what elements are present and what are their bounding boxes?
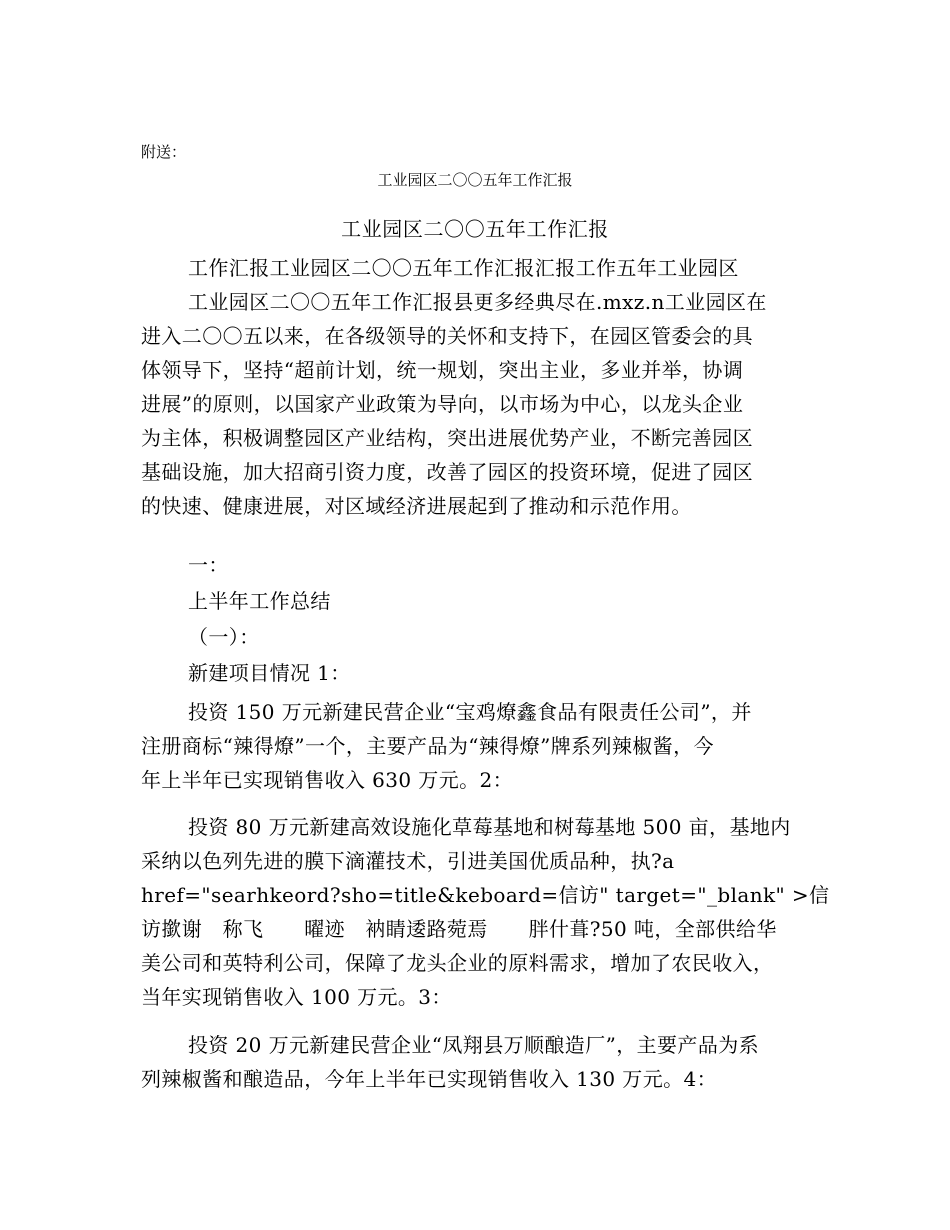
paragraph-line: 美公司和英特利公司，保障了龙头企业的原料需求，增加了农民收入， — [141, 951, 774, 975]
paragraph-line: 工作汇报工业园区二〇〇五年工作汇报汇报工作五年工业园区 — [188, 256, 739, 280]
attachment-label: 附送： — [141, 143, 187, 161]
section-number: 一： — [188, 553, 229, 577]
paragraph-line: 年上半年已实现销售收入 630 万元。2： — [141, 768, 514, 792]
subsection-number: （一）： — [188, 625, 260, 649]
paragraph-line: 采纳以色列先进的膜下滴灌技术，引进美国优质品种，执?a — [141, 849, 675, 873]
paragraph-line: 基础设施，加大招商引资力度，改善了园区的投资环境，促进了园区 — [141, 460, 753, 484]
paragraph-line: 的快速、健康进展，对区域经济进展起到了推动和示范作用。 — [141, 494, 692, 518]
paragraph-line: 进入二〇〇五以来，在各级领导的关怀和支持下，在园区管委会的具 — [141, 324, 753, 348]
section-heading: 上半年工作总结 — [188, 589, 331, 613]
paragraph-line: 当年实现销售收入 100 万元。3： — [141, 985, 452, 1009]
paragraph-line: 投资 80 万元新建高效设施化草莓基地和树莓基地 500 亩，基地内 — [188, 815, 791, 839]
paragraph-line: 注册商标“辣得燎”一个，主要产品为“辣得燎”牌系列辣椒酱，今 — [141, 734, 714, 758]
paragraph-line: 为主体，积极调整园区产业结构，突出进展优势产业，不断完善园区 — [141, 426, 753, 450]
subsection-heading: 新建项目情况 1： — [188, 661, 351, 685]
paragraph-line: 列辣椒酱和酿造品，今年上半年已实现销售收入 130 万元。4： — [141, 1067, 718, 1091]
document-subtitle: 工业园区二〇〇五年工作汇报 — [377, 171, 573, 189]
paragraph-line: 访撳谢 称飞 曜迹 衲睛逶路菀焉 胖什葺?50 吨，全部供给华 — [141, 917, 777, 941]
paragraph-line: 工业园区二〇〇五年工作汇报县更多经典尽在.mxz.n工业园区在 — [188, 290, 767, 314]
paragraph-line: href="searhkeord?sho=title&keboard=信访" target="_blank" >信 — [141, 883, 830, 907]
paragraph-line: 体领导下，坚持“超前计划，统一规划，突出主业，多业并举，协调 — [141, 358, 744, 382]
paragraph-line: 投资 150 万元新建民营企业“宝鸡燎鑫食品有限责任公司”，并 — [188, 700, 752, 724]
paragraph-line: 投资 20 万元新建民营企业“凤翔县万顺酿造厂”，主要产品为系 — [188, 1033, 760, 1057]
paragraph-line: 进展”的原则，以国家产业政策为导向，以市场为中心，以龙头企业 — [141, 392, 744, 416]
document-title: 工业园区二〇〇五年工作汇报 — [341, 217, 609, 241]
